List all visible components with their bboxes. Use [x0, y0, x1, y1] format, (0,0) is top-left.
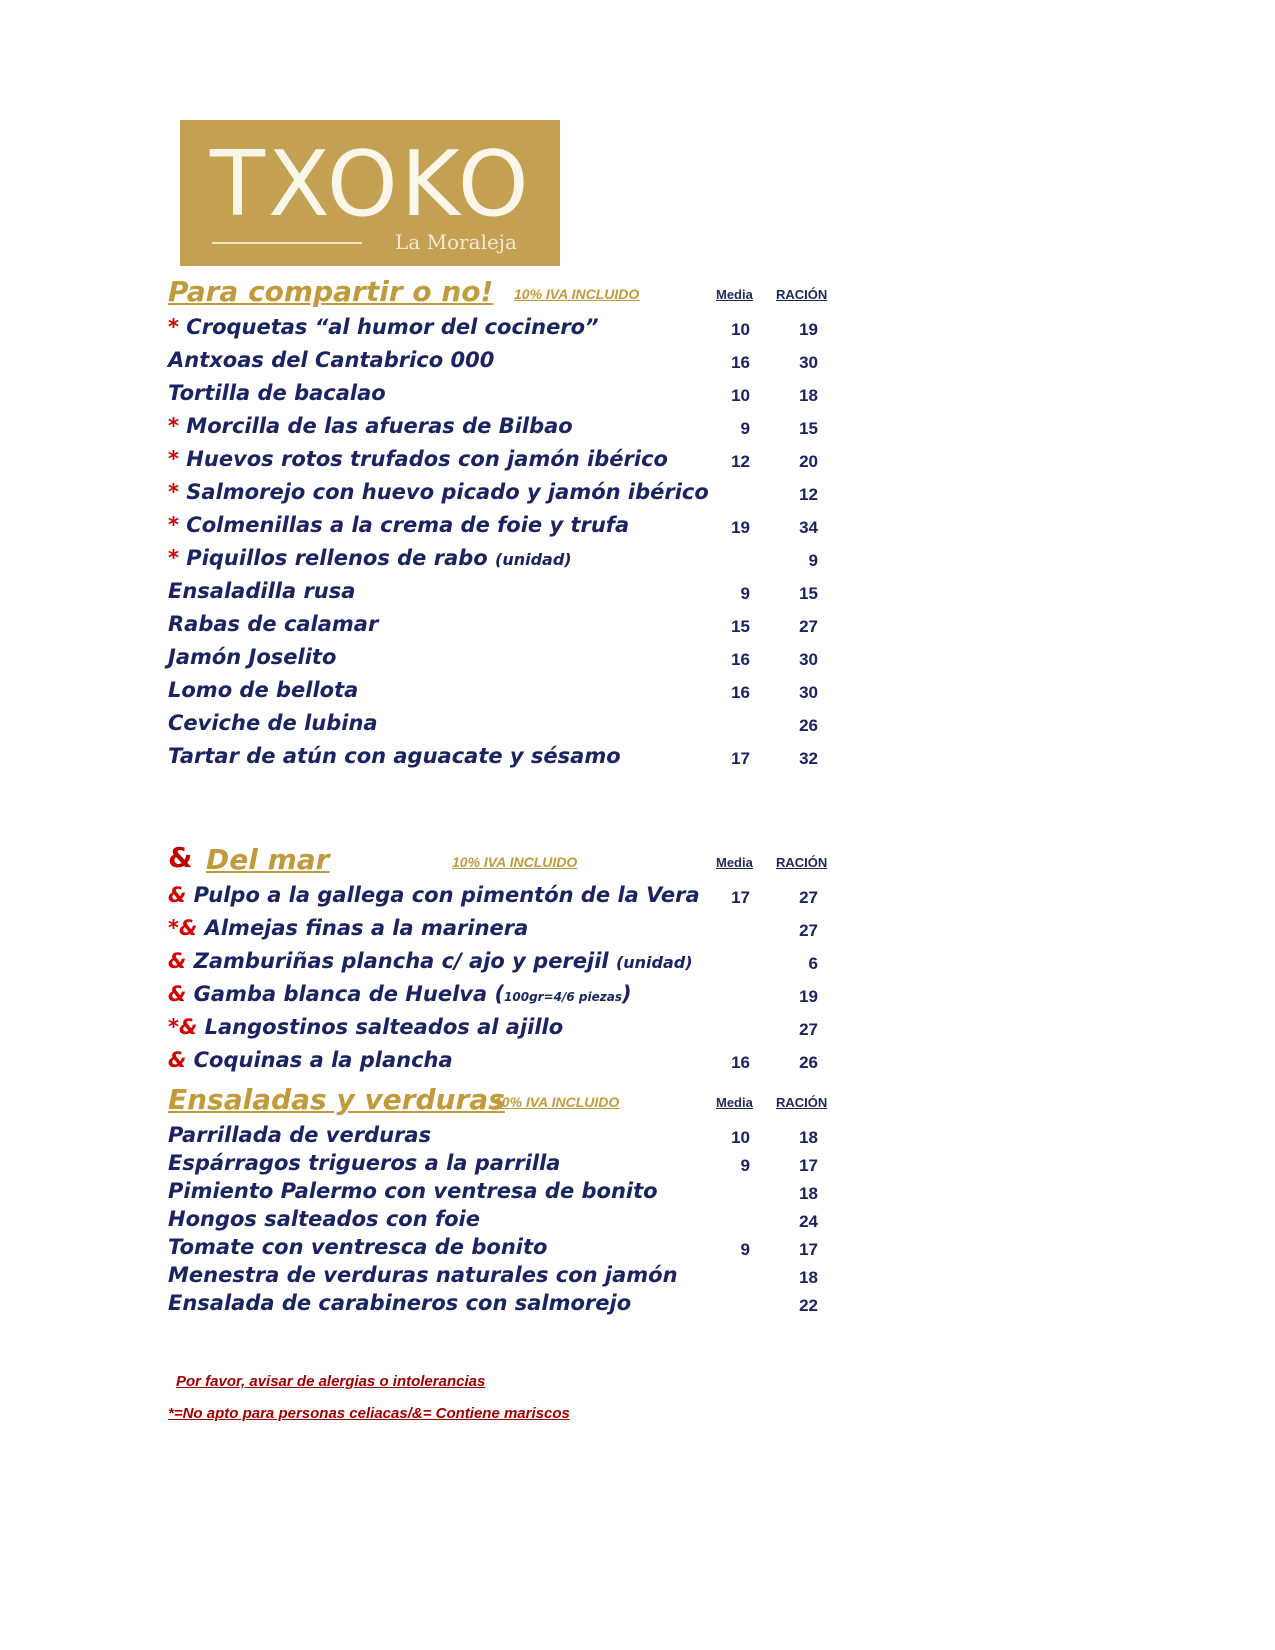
- menu-item: [168, 1260, 678, 1290]
- menu-item: [168, 510, 629, 540]
- dish-name: Huevos rotos trufados con jamón ibérico: [186, 447, 668, 471]
- price-racion: 19: [799, 320, 818, 339]
- logo-name: TXOKO: [210, 132, 532, 237]
- menu-item-row: [168, 708, 868, 741]
- allergen-mark: *: [168, 414, 179, 438]
- menu-items: [168, 312, 868, 774]
- price-media: 10: [731, 320, 750, 339]
- price-racion: 27: [799, 888, 818, 907]
- menu-item: [168, 642, 336, 672]
- section-title: Para compartir o no!: [168, 275, 494, 308]
- menu-item: [168, 708, 378, 738]
- logo-subtitle: La Moraleja: [395, 230, 517, 254]
- dish-name: Ensalada de carabineros con salmorejo: [168, 1291, 632, 1315]
- menu-item: [168, 543, 572, 575]
- price-media: 12: [731, 452, 750, 471]
- menu-item: [168, 1288, 631, 1318]
- price-racion: 22: [799, 1296, 818, 1315]
- dish-name: Almejas finas a la marinera: [204, 916, 529, 940]
- menu-item: [168, 675, 358, 705]
- dish-name: Pulpo a la gallega con pimentón de la Vera: [193, 883, 700, 907]
- price-racion: 30: [799, 683, 818, 702]
- column-header-racion: RACIÓN: [776, 287, 828, 302]
- section-title: Ensaladas y verduras: [168, 1083, 505, 1116]
- section-header: [168, 840, 868, 880]
- column-header-media: Media: [716, 855, 753, 870]
- menu-item: [168, 378, 386, 408]
- price-racion: 12: [799, 485, 818, 504]
- column-header-racion: RACIÓN: [776, 855, 828, 870]
- price-racion: 27: [799, 1020, 818, 1039]
- dish-name: Parrillada de verduras: [168, 1123, 432, 1147]
- menu-item-row: [168, 576, 868, 609]
- section-amp-mark: &: [168, 841, 193, 874]
- menu-item-row: [168, 609, 868, 642]
- price-racion: 18: [799, 1268, 818, 1287]
- menu-item: [168, 1204, 480, 1234]
- allergen-mark: &: [168, 949, 187, 973]
- allergen-mark: *: [168, 513, 179, 537]
- price-racion: 9: [808, 551, 818, 570]
- price-racion: 15: [799, 419, 818, 438]
- dish-name: Coquinas a la plancha: [193, 1048, 453, 1072]
- menu-item-row: [168, 979, 868, 1012]
- iva-note: 10% IVA INCLUIDO: [514, 286, 640, 302]
- iva-note: 10% IVA INCLUIDO: [452, 854, 578, 870]
- column-header-media: Media: [716, 287, 753, 302]
- menu-item-row: [168, 913, 868, 946]
- menu-item-row: [168, 312, 868, 345]
- menu-item-row: [168, 741, 868, 774]
- menu-item-row: [168, 880, 868, 913]
- dish-name: Piquillos rellenos de rabo: [186, 546, 488, 570]
- logo-divider: [212, 242, 362, 244]
- section-header: [168, 272, 868, 312]
- dish-note: (unidad): [615, 953, 693, 972]
- dish-name: Tortilla de bacalao: [168, 381, 386, 405]
- allergy-note: Por favor, avisar de alergias o intolerancias: [176, 1373, 486, 1390]
- price-media: 16: [731, 1053, 750, 1072]
- menu-item: [168, 1120, 431, 1150]
- price-media: 9: [740, 584, 750, 603]
- dish-name: Zamburiñas plancha c/ ajo y perejil: [193, 949, 609, 973]
- section-ensaladas: [168, 1080, 868, 1316]
- menu-item: [168, 345, 494, 375]
- dish-name: Croquetas “al humor del cocinero”: [186, 315, 599, 339]
- menu-item: [168, 1012, 563, 1042]
- price-racion: 27: [799, 617, 818, 636]
- price-racion: 20: [799, 452, 818, 471]
- price-media: 16: [731, 650, 750, 669]
- allergen-mark: *: [168, 546, 179, 570]
- allergen-mark: *: [168, 315, 179, 339]
- price-racion: 17: [799, 1240, 818, 1259]
- dish-name: Langostinos salteados al ajillo: [204, 1015, 564, 1039]
- price-racion: 6: [808, 954, 818, 973]
- menu-item-row: [168, 444, 868, 477]
- menu-item-row: [168, 510, 868, 543]
- dish-name: Ensaladilla rusa: [168, 579, 356, 603]
- dish-name: Menestra de verduras naturales con jamón: [168, 1263, 678, 1287]
- menu-item: [168, 576, 355, 606]
- menu-item-row: [168, 642, 868, 675]
- menu-item-row: [168, 345, 868, 378]
- section-title: Del mar: [206, 843, 330, 876]
- price-media: 10: [731, 386, 750, 405]
- dish-name: Jamón Joselito: [168, 645, 337, 669]
- allergen-mark: *: [168, 480, 179, 504]
- menu-item-row: [168, 1288, 868, 1316]
- dish-name: Lomo de bellota: [168, 678, 359, 702]
- menu-item: [168, 1148, 560, 1178]
- dish-name: Rabas de calamar: [168, 612, 379, 636]
- price-racion: 19: [799, 987, 818, 1006]
- menu-item-row: [168, 1148, 868, 1176]
- menu-item-row: [168, 1012, 868, 1045]
- menu-item-row: [168, 1232, 868, 1260]
- price-media: 19: [731, 518, 750, 537]
- allergen-mark: &: [168, 883, 187, 907]
- menu-item: [168, 1045, 453, 1075]
- menu-item-row: [168, 946, 868, 979]
- price-racion: 32: [799, 749, 818, 768]
- logo: [180, 120, 560, 266]
- dish-name: Tartar de atún con aguacate y sésamo: [168, 744, 621, 768]
- price-racion: 15: [799, 584, 818, 603]
- menu-item: [168, 946, 693, 978]
- section-header: [168, 1080, 868, 1120]
- column-header-racion: RACIÓN: [776, 1095, 828, 1110]
- price-media: 16: [731, 683, 750, 702]
- dish-name: Espárragos trigueros a la parrilla: [168, 1151, 561, 1175]
- menu-item: [168, 913, 528, 943]
- dish-name: Colmenillas a la crema de foie y trufa: [186, 513, 630, 537]
- price-racion: 18: [799, 386, 818, 405]
- section-del-mar: [168, 840, 868, 1078]
- dish-name: Ceviche de lubina: [168, 711, 378, 735]
- menu-item: [168, 411, 573, 441]
- menu-items: [168, 1120, 868, 1316]
- menu-item: [168, 609, 378, 639]
- dish-name: Morcilla de las afueras de Bilbao: [186, 414, 573, 438]
- legend-note: *=No apto para personas celiacas/&= Contiene mariscos: [168, 1405, 570, 1422]
- menu-item-row: [168, 1204, 868, 1232]
- menu-item-row: [168, 477, 868, 510]
- price-media: 10: [731, 1128, 750, 1147]
- price-racion: 26: [799, 1053, 818, 1072]
- price-media: 16: [731, 353, 750, 372]
- menu-item: [168, 444, 668, 474]
- price-media: 15: [731, 617, 750, 636]
- allergen-mark: &: [168, 1048, 187, 1072]
- price-media: 9: [740, 1240, 750, 1259]
- menu-item-row: [168, 411, 868, 444]
- iva-note: 10% IVA INCLUIDO: [494, 1094, 620, 1110]
- menu-item-row: [168, 1260, 868, 1288]
- price-racion: 17: [799, 1156, 818, 1175]
- menu-item: [168, 1176, 658, 1206]
- price-racion: 27: [799, 921, 818, 940]
- price-media: 9: [740, 1156, 750, 1175]
- price-racion: 30: [799, 353, 818, 372]
- price-racion: 34: [799, 518, 818, 537]
- column-header-media: Media: [716, 1095, 753, 1110]
- menu-item: [168, 477, 709, 507]
- dish-name: Hongos salteados con foie: [168, 1207, 480, 1231]
- menu-item-row: [168, 378, 868, 411]
- dish-name-tail: ): [621, 982, 632, 1006]
- price-media: 17: [731, 749, 750, 768]
- section-para-compartir: [168, 272, 868, 774]
- price-racion: 18: [799, 1128, 818, 1147]
- menu-items: [168, 880, 868, 1078]
- menu-item-row: [168, 1176, 868, 1204]
- dish-note: 100gr=4/6 piezas: [504, 990, 622, 1004]
- allergen-mark: &: [168, 982, 187, 1006]
- menu-item-row: [168, 1120, 868, 1148]
- dish-name: Salmorejo con huevo picado y jamón ibérico: [186, 480, 709, 504]
- allergen-mark: *&: [168, 916, 198, 940]
- menu-item: [168, 880, 700, 910]
- dish-name: Gamba blanca de Huelva (: [193, 982, 505, 1006]
- allergen-mark: *: [168, 447, 179, 471]
- menu-item: [168, 312, 599, 342]
- price-racion: 26: [799, 716, 818, 735]
- price-racion: 18: [799, 1184, 818, 1203]
- dish-name: Antxoas del Cantabrico 000: [168, 348, 495, 372]
- menu-item: [168, 979, 632, 1012]
- menu-item: [168, 1232, 547, 1262]
- dish-name: Tomate con ventresca de bonito: [168, 1235, 548, 1259]
- price-media: 9: [740, 419, 750, 438]
- price-racion: 30: [799, 650, 818, 669]
- menu-item: [168, 741, 621, 771]
- allergen-mark: *&: [168, 1015, 198, 1039]
- dish-name: Pimiento Palermo con ventresa de bonito: [168, 1179, 658, 1203]
- price-racion: 24: [799, 1212, 818, 1231]
- menu-item-row: [168, 543, 868, 576]
- dish-note: (unidad): [495, 550, 572, 569]
- menu-item-row: [168, 675, 868, 708]
- menu-item-row: [168, 1045, 868, 1078]
- price-media: 17: [731, 888, 750, 907]
